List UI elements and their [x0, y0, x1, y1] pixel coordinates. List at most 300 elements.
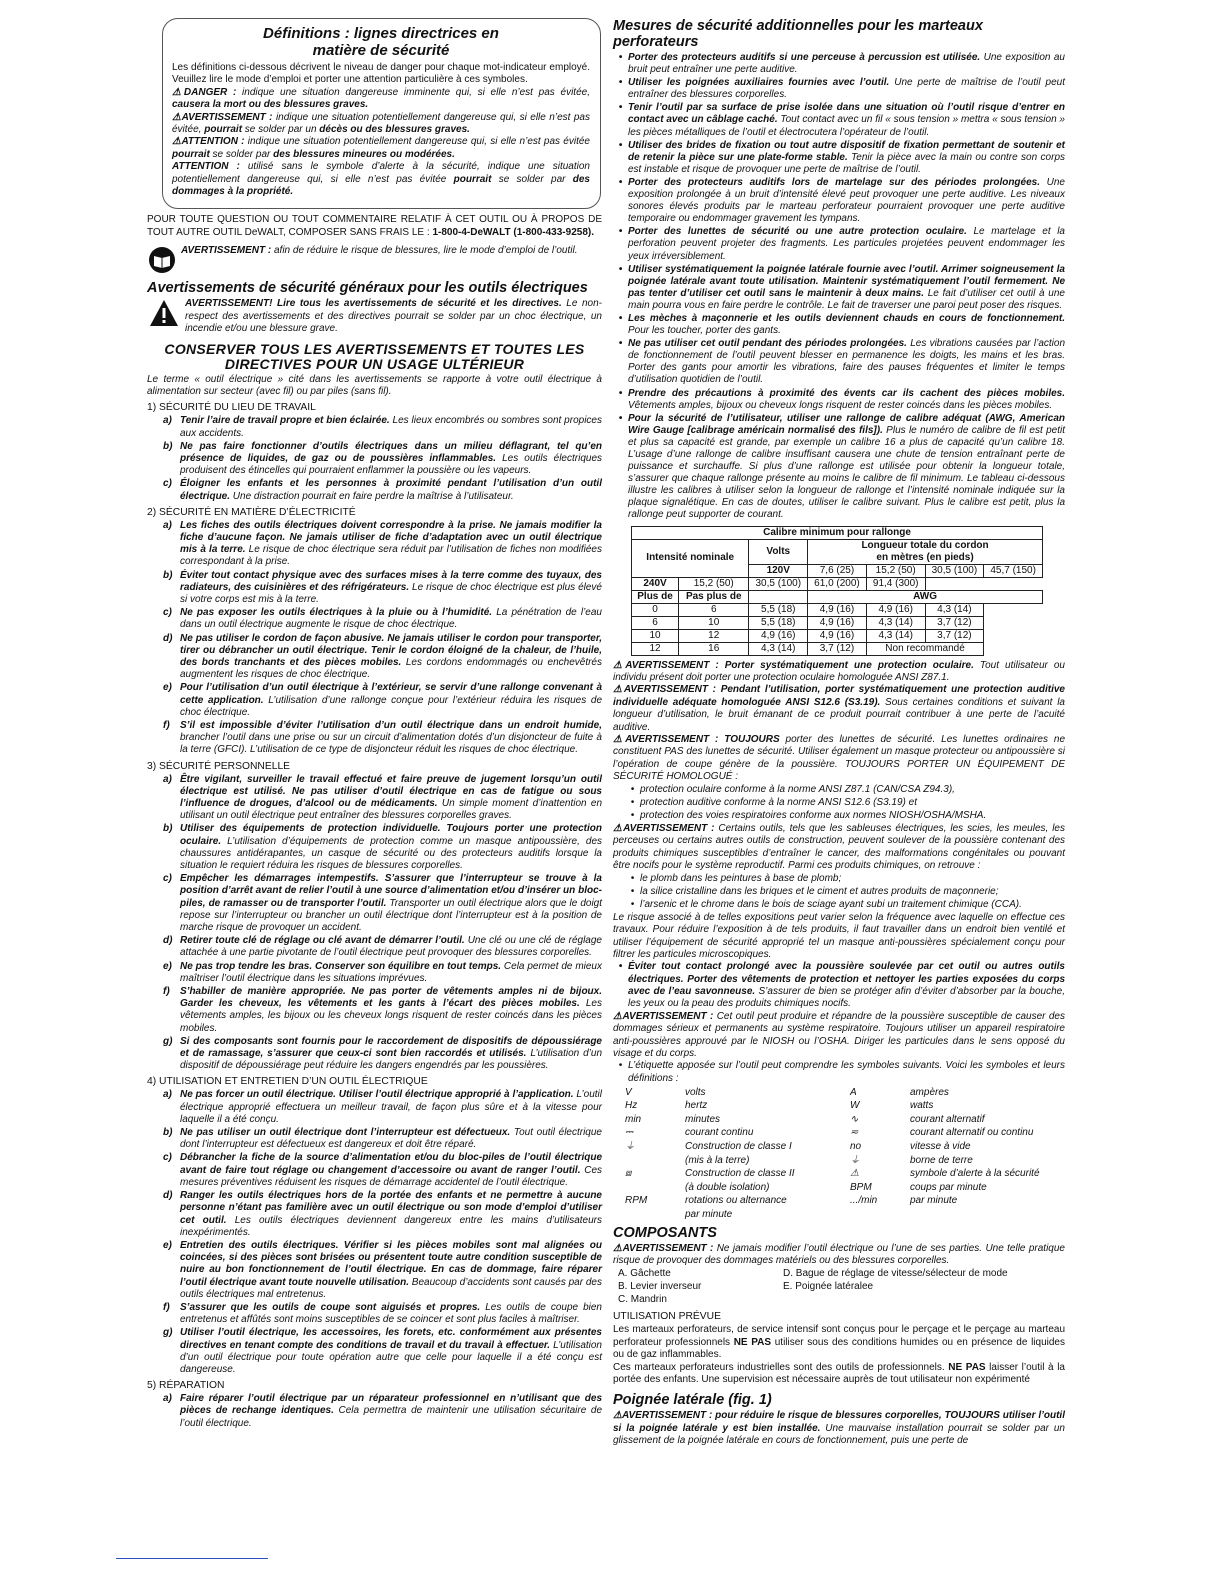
- item-text: [180, 1327, 602, 1376]
- bullet-desc: Pour les toucher, porter des gants.: [628, 325, 781, 337]
- item-desc: Cela permet de mieux maîtriser l’outil électrique dans les situations imprévues.: [180, 960, 602, 984]
- item-text: [180, 1127, 602, 1151]
- item-desc: Transporter un outil électrique alors que le doigt repose sur l’interrupteur ou brancher un outil électrique dont l’interrupteur est à la position de marche risque de provoquer un accident.: [180, 897, 603, 934]
- item-bold: Si des composants sont fournis pour le raccordement de dispositifs de dépoussiérage et de ramassage, s’assurer que ceux-ci sont bien raccordés et utilisés.: [180, 1035, 602, 1060]
- warning-triangle-icon: [147, 298, 181, 328]
- bullet-text: [628, 313, 1065, 337]
- table-row-240v: 240V 15,2 (50) 30,5 (100) 61,0 (200) 91,4 (300): [632, 577, 1043, 590]
- manual-warning: [147, 245, 602, 275]
- item-bold: Faire réparer l’outil électrique par un réparateur professionnel en n’utilisant que des pièces de rechange identiques.: [180, 1393, 602, 1417]
- bullet-bold: Ne pas utiliser cet outil pendant des périodes prolongées.: [628, 338, 907, 350]
- item-letter: d): [163, 935, 173, 947]
- section-item: [163, 1393, 602, 1430]
- symbol-entry: [850, 1167, 1065, 1181]
- section-title: 4) UTILISATION ET ENTRETIEN D’UN OUTIL ÉLECTRIQUE: [147, 1076, 428, 1088]
- length-cell: 30,5 (100): [749, 577, 808, 590]
- item-letter: e): [163, 960, 172, 972]
- awg-cell: 4,3 (14): [866, 616, 925, 629]
- hammer-bullet: [613, 388, 1065, 412]
- symbol-entry: [625, 1154, 840, 1168]
- symbol: ∿: [850, 1113, 859, 1125]
- item-letter: a): [163, 773, 172, 785]
- list-text: l’arsenic et le chrome dans le bois de sciage ayant subi un traitement chimique (CCA).: [640, 898, 1022, 910]
- symbol-entry: [850, 1140, 1065, 1154]
- list-item: [613, 797, 1065, 809]
- item-letter: b): [163, 569, 173, 581]
- symbol: W: [850, 1100, 860, 1112]
- section-item: [163, 986, 602, 1035]
- amps-from: 10: [632, 629, 679, 642]
- bullet-dot: •: [618, 102, 623, 114]
- awg-cell: 4,3 (14): [749, 642, 808, 655]
- item-bold: Éloigner les enfants et les personnes à proximité pendant l’utilisation d’un outil électrique.: [180, 478, 602, 502]
- safety-sections: [147, 402, 602, 1429]
- item-letter: d): [163, 632, 173, 644]
- item-desc: Les vêtements amples, les bijoux ou les cheveux longs risquent de rester coincés dans les pièces mobiles.: [180, 998, 602, 1034]
- hammer-bullet: [613, 338, 1065, 386]
- item-text: [180, 570, 602, 607]
- bullet-text: [628, 264, 1065, 312]
- symbol: A: [850, 1086, 857, 1098]
- item-text: [180, 873, 602, 934]
- item-letter: f): [163, 1301, 170, 1313]
- symbol-entry: [625, 1194, 840, 1208]
- components-title: COMPOSANTS: [613, 1224, 717, 1241]
- alert-icon: ⚠: [613, 822, 624, 834]
- bullet-text: [628, 102, 1065, 138]
- symbol: min: [625, 1113, 642, 1125]
- item-desc: L’outil électrique approprié effectuera un meilleur travail, de façon plus sûre et à la vitesse pour laquelle il a été conçu.: [180, 1089, 602, 1125]
- footer-line: [116, 1558, 268, 1559]
- symbol: BPM: [850, 1181, 872, 1193]
- bullet-dot: •: [618, 226, 623, 238]
- list-text: le plomb dans les peintures à base de plomb;: [640, 872, 842, 884]
- hammer-bullet: [613, 264, 1065, 312]
- section-title: 2) SÉCURITÉ EN MATIÈRE D’ÉLECTRICITÉ: [147, 506, 356, 518]
- symbol-entry: [850, 1126, 1065, 1140]
- amps-from: 0: [632, 603, 679, 616]
- symbol-definition: courant alternatif: [910, 1113, 985, 1125]
- definitions-title: Définitions : lignes directrices en matière de sécurité: [263, 25, 499, 59]
- manual-warning-text: AVERTISSEMENT : afin de réduire le risque de blessures, lire le mode d’emploi de l’outil.: [181, 245, 578, 257]
- intended-use-title: UTILISATION PRÉVUE: [613, 1311, 721, 1323]
- item-desc: Une clé ou une clé de réglage attachée à une partie pivotante de l’outil électrique peut provoquer des blessures corporelles.: [180, 935, 602, 959]
- item-desc: Une distraction pourrait en faire perdre la maîtrise à l’utilisateur.: [230, 490, 514, 502]
- item-letter: a): [163, 1393, 172, 1405]
- awg-cell: 4,9 (16): [808, 629, 867, 642]
- symbol-definition: borne de terre: [910, 1154, 973, 1166]
- list-text: la silice cristalline dans les briques et le ciment et autres produits de maçonnerie;: [640, 885, 999, 897]
- symbol-entry: [625, 1099, 840, 1113]
- intended-use-p2: Ces marteaux perforateurs industrielles sont des outils de professionnels. NE PAS laisser l’outil à la portée des enfants. Une supervision est nécessaire auprès de tout utilisateur non expérimenté: [613, 1361, 1065, 1385]
- hammer-bullet: [613, 177, 1065, 225]
- item-desc: La pénétration de l’eau dans un outil électrique augmente le risque de choc électrique.: [180, 607, 602, 631]
- item-letter: c): [163, 478, 172, 490]
- right-column: [613, 18, 1065, 1448]
- awg-row: [632, 603, 1043, 616]
- section-item: [163, 1327, 602, 1376]
- item-bold: Pour l’utilisation d’un outil électrique à l’extérieur, se servir d’une rallonge convenant à cette application.: [180, 682, 602, 706]
- bullet-text: [628, 226, 1065, 262]
- symbol-entry: [850, 1154, 1065, 1168]
- def-attention-property: ATTENTION : utilisé sans le symbole d’alerte à la sécurité, indique une situation potentiellement dangereuse qui, si elle n’est pas évitée pourrait se solder par des dommages à la propriété.: [172, 161, 590, 198]
- section-item: [163, 441, 602, 478]
- item-letter: f): [163, 719, 170, 731]
- item-desc: Tout outil électrique dont l’interrupteur est défectueux est dangereux et doit être réparé.: [180, 1127, 602, 1151]
- amps-to: 6: [679, 603, 749, 616]
- bullet-desc: Une perte de maîtrise de l’outil peut entraîner des blessures corporelles.: [628, 77, 1065, 101]
- section-item: [163, 823, 602, 872]
- item-bold: Les fiches des outils électriques doivent correspondre à la prise. Ne jamais modifier la fiche d’aucune façon. Ne jamais utiliser de fiche d’adaptation avec un outil électrique mis à la terre.: [180, 519, 602, 556]
- bullet-text: [628, 140, 1065, 176]
- item-bold: Ne pas faire fonctionner d’outils électriques dans un milieu déflagrant, tel qu’en présence de liquides, de gaz ou de poussières inflammables.: [180, 440, 602, 464]
- bullet-dot: •: [618, 139, 623, 151]
- component-c: C. Mandrin: [618, 1294, 667, 1306]
- component-b: B. Levier inverseur: [618, 1281, 702, 1293]
- bullet-dot: •: [630, 783, 635, 795]
- item-desc: Les lieux encombrés ou sombres sont propices aux accidents.: [180, 415, 602, 439]
- item-desc: Cela permettra de maintenir une utilisation sécuritaire de l’outil électrique.: [180, 1405, 603, 1429]
- length-cell: 30,5 (100): [925, 564, 984, 577]
- bullet-text: [628, 77, 1065, 101]
- protection-warning: [613, 660, 1065, 685]
- item-text: [180, 682, 602, 719]
- section-items: [147, 520, 602, 757]
- power-tool-term: Le terme « outil électrique » cité dans les avertissements se rapporte à votre outil électrique à alimentation sur secteur (avec fil) ou par piles (sans fil).: [147, 373, 602, 397]
- symbol-definition: Construction de classe II: [685, 1168, 795, 1180]
- symbol-entry: [625, 1208, 840, 1222]
- table-awg: AWG: [808, 590, 1043, 603]
- bullet-text: [628, 52, 1065, 76]
- alert-icon: ⚠: [172, 136, 182, 148]
- symbol-entry: [850, 1208, 1065, 1222]
- list-text: protection auditive conforme à la norme ANSI S12.6 (S3.19) et: [640, 796, 917, 808]
- bullet-bold: Les mèches à maçonnerie et les outils deviennent chauds en cours de fonctionnement.: [628, 312, 1065, 324]
- item-bold: Ne pas utiliser le cordon de façon abusive. Ne jamais utiliser le cordon pour transporter, tirer ou débrancher un outil électrique. Tenir le cordon éloigné de la chaleur, de l’huile, des bords tranchants et des pièces mobiles.: [180, 632, 602, 668]
- item-text: [180, 1302, 602, 1326]
- bullet-dot: •: [618, 77, 623, 89]
- bullet-dot: •: [618, 387, 623, 399]
- bullet-dot: •: [618, 176, 623, 188]
- table-volts: Volts: [749, 539, 808, 564]
- item-desc: Le risque de choc électrique sera réduit par l’utilisation de fiches non modifiées correspondant à la prise.: [180, 544, 602, 568]
- bullet-bold: Tenir l’outil par sa surface de prise isolée dans une situation où l’outil risque d’entrer en contact avec un câblage caché.: [628, 102, 1065, 126]
- length-cell: 91,4 (300): [866, 577, 925, 590]
- bullet-desc: Une exposition prolongée à un bruit d’intensité élevé peut provoquer une perte auditive. Les niveaux sonores élevés produits par le marteau perforateur pourraient provoquer une perte auditive temporaire ou endommager gravement les tympans.: [628, 176, 1065, 225]
- warning-text: Sous certaines conditions et suivant la longueur d’utilisation, le bruit émanant de ce produit pourrait contribuer à une perte de l’acuité auditive.: [613, 696, 1065, 733]
- table-row-120v: 120V 7,6 (25) 15,2 (50) 30,5 (100) 45,7 (150): [632, 564, 1043, 577]
- item-text: [180, 478, 602, 502]
- side-handle-warning: ⚠AVERTISSEMENT : pour réduire le risque de blessures corporelles, TOUJOURS utiliser l’outil si la poignée latérale y est bien installée. Une mauvaise installation pourrait se solder par un glissement de la poignée latérale en cours de fonctionnement, puis une perte de: [613, 1410, 1065, 1447]
- hammer-bullet: [613, 77, 1065, 101]
- item-letter: a): [163, 1089, 172, 1101]
- item-letter: a): [163, 519, 172, 531]
- item-text: [180, 1036, 602, 1073]
- symbol-entry: [625, 1181, 840, 1195]
- component-e: E. Poignée latéralee: [783, 1281, 874, 1293]
- symbol-definition: hertz: [685, 1100, 708, 1112]
- section-title: 1) SÉCURITÉ DU LIEU DE TRAVAIL: [147, 402, 316, 414]
- length-cell: 15,2 (50): [679, 577, 749, 590]
- list-item: [613, 810, 1065, 822]
- section-item: [163, 1152, 602, 1189]
- bullet-bold: Pour la sécurité de l’utilisateur, utiliser une rallonge de calibre adéquat (AWG, American Wire Gauge [calibrage américain normalisé des fils]).: [628, 412, 1065, 436]
- bullet-text: [628, 413, 1065, 522]
- amps-to: 12: [679, 629, 749, 642]
- item-text: [180, 1240, 602, 1301]
- section-item: [163, 1127, 602, 1151]
- bullet-desc: Les vibrations causées par l’action de fonctionnement de l’outil peuvent blesser en permanence les doigts, les mains et les bras. Porter des gants pour amortir les vibrations, faire des pauses fréquentes et limiter le temps d’utilisation quotidien de l’outil.: [628, 338, 1065, 386]
- section-item: [163, 935, 602, 959]
- symbol-definition: ampères: [910, 1086, 949, 1098]
- bullet-bold: Utiliser les poignées auxiliaires fournies avec l’outil.: [628, 77, 890, 89]
- symbol: ⏚: [850, 1154, 860, 1166]
- bullet-dot: •: [618, 52, 623, 63]
- bullet-dot: •: [630, 898, 635, 910]
- alert-icon: ⚠: [613, 1242, 623, 1254]
- warning-bold: AVERTISSEMENT : TOUJOURS: [625, 734, 780, 745]
- item-bold: Éviter tout contact physique avec des surfaces mises à la terre comme des tuyaux, des radiateurs, des cuisinières et des réfrigérateurs.: [180, 569, 602, 593]
- bullet-text: [628, 177, 1065, 225]
- item-desc: Les cordons endommagés ou enchevêtrés augmentent les risques de choc électrique.: [180, 656, 602, 681]
- symbol-entry: [850, 1099, 1065, 1113]
- item-bold: S’il est impossible d’éviter l’utilisation d’un outil électrique dans un endroit humide,: [180, 719, 602, 731]
- item-bold: Ne pas trop tendre les bras. Conserver son équilibre en tout temps.: [180, 960, 502, 972]
- bullet-desc: Le martelage et la perforation peuvent projeter des fragments. Les particules projetées peuvent endommager les yeux irréversiblement.: [628, 226, 1065, 262]
- item-bold: Utiliser des équipements de protection individuelle. Toujours porter une protection oculaire.: [180, 823, 602, 847]
- section-item: [163, 607, 602, 631]
- symbol-definition: symbole d’alerte à la sécurité: [910, 1168, 1040, 1180]
- symbol-definition: Construction de classe I: [685, 1141, 792, 1152]
- def-attention: ⚠ATTENTION : indique une situation potentiellement dangereuse qui, si elle n’est pas évitée pourrait se solder par des blessures mineures ou modérées.: [172, 136, 590, 160]
- symbol: ⚠: [850, 1168, 859, 1180]
- symbol: RPM: [625, 1195, 648, 1207]
- definitions-box: [162, 18, 601, 209]
- item-letter: b): [163, 440, 173, 452]
- hammer-bullet: [613, 140, 1065, 176]
- risk-text: Le risque associé à de telles expositions peut varier selon la fréquence avec laquelle on effectue ces travaux. Pour réduire l’exposition à de tels produits, il faut travailler dans un endroit bien ventilé et utiliser l’équipement de sécurité approprié tel un masque anti-poussières spécialement conçu pour filtrer les particules microscopiques.: [613, 911, 1065, 961]
- warning-text: porter des lunettes de sécurité. Les lunettes ordinaires ne constituent PAS des lunettes de sécurité. Utiliser également un masque protecteur ou antipoussière si l’opération de coupe génère de la poussière. TOUJOURS PORTER UN ÉQUIPEMENT DE SÉCURITÉ HOMOLOGUÉ :: [613, 734, 1066, 783]
- symbol-definition: volts: [685, 1086, 706, 1098]
- bullet-bold: Porter des protecteurs auditifs lors de martelage sur des périodes prolongées.: [628, 176, 1041, 188]
- item-letter: e): [163, 682, 172, 694]
- section-item: [163, 774, 602, 823]
- bullet-desc: Le fait d’utiliser cet outil à une main pourra vous en faire perdre le contrôle. Le fait de traverser une paroi peut poser des risques.: [628, 287, 1065, 311]
- def-avertissement: ⚠AVERTISSEMENT : indique une situation potentiellement dangereuse qui, si elle n’est pas évitée, pourrait se solder par un décès ou des blessures graves.: [172, 111, 590, 136]
- symbol: ⧈: [625, 1168, 632, 1180]
- item-text: [180, 633, 602, 682]
- bullet-bold: Prendre des précautions à proximité des évents car ils cachent des pièces mobiles.: [628, 387, 1065, 399]
- awg-cell: 3,7 (12): [925, 629, 984, 642]
- item-text: [180, 823, 602, 872]
- item-letter: f): [163, 986, 170, 998]
- label-symbols-intro: • L’étiquette apposée sur l’outil peut comprendre les symboles suivants. Voici les symboles et leurs définitions :: [618, 1060, 1065, 1084]
- item-text: [180, 1190, 602, 1239]
- bullet-desc: Tout contact avec un fil « sous tension » mettra « sous tension » les pièces métalliques de l’outil et électrocutera l’opérateur de l’outil.: [628, 114, 1065, 138]
- item-letter: b): [163, 823, 173, 835]
- awg-cell: Non recommandé: [866, 642, 983, 655]
- item-bold: S’assurer que les outils de coupe sont aiguisés et propres.: [180, 1301, 481, 1313]
- chemical-list: [613, 873, 1065, 911]
- alert-icon: ⚠: [613, 1010, 623, 1022]
- alert-icon: ⚠: [613, 684, 624, 696]
- avoid-contact: • Éviter tout contact prolongé avec la poussière soulevée par cet outil ou autres outils électriques. Porter des vêtements de protection et nettoyer les parties exposées du corps avec de l’eau savonneuse. S’assurer de bien se protéger afin d’éviter d’absorber par la bouche, les yeux ou la peau des produits chimiques nocifs.: [618, 961, 1065, 1009]
- equipment-list: [613, 784, 1065, 822]
- item-bold: Être vigilant, surveiller le travail effectué et faire preuve de jugement lorsqu’un outil électrique est utilisé. Ne pas utiliser d’outil électrique en cas de fatigue ou sous l’influence de drogues, d’alcool ou de médicaments.: [180, 773, 602, 809]
- section-item: [163, 1089, 602, 1126]
- alert-icon: ⚠: [613, 659, 626, 671]
- table-length: Longueur totale du cordon en mètres (en pieds): [808, 539, 1043, 564]
- general-warning: [147, 298, 602, 335]
- item-desc: L’utilisation d’un dispositif de dépoussiérage peut réduire les dangers engendrés par les poussières.: [180, 1048, 603, 1072]
- section-item: [163, 570, 602, 607]
- extension-cord-table: [631, 526, 1043, 656]
- symbol-definition: coups par minute: [910, 1181, 987, 1193]
- read-manual-icon: [147, 245, 177, 275]
- list-item: [613, 886, 1065, 898]
- list-text: protection oculaire conforme à la norme ANSI Z87.1 (CAN/CSA Z94.3),: [640, 783, 955, 795]
- section-item: [163, 415, 602, 439]
- item-text: [180, 520, 602, 569]
- symbol: V: [625, 1086, 632, 1098]
- section-item: [163, 1190, 602, 1239]
- item-desc: Les outils de coupe bien entretenus et affûtés sont moins susceptibles de se coincer et sont plus faciles à maîtriser.: [180, 1301, 602, 1326]
- bullet-dot: •: [630, 809, 635, 821]
- symbol-definition: par minute: [685, 1208, 733, 1220]
- bullet-dot: •: [630, 885, 635, 897]
- item-text: [180, 986, 602, 1035]
- table-more: Plus de: [632, 590, 679, 603]
- list-item: [613, 784, 1065, 796]
- item-letter: b): [163, 1127, 173, 1139]
- length-cell: 61,0 (200): [808, 577, 867, 590]
- item-text: [180, 1393, 602, 1430]
- item-desc: L’utilisation d’un outil électrique pour toute opération autre que celle pour laquelle il a été conçu est dangereuse.: [180, 1339, 602, 1375]
- symbol-entry: [625, 1113, 840, 1127]
- symbol: no: [850, 1141, 862, 1152]
- bullet-dot: •: [618, 338, 623, 350]
- protection-warning: [613, 684, 1065, 734]
- item-bold: Ne pas forcer un outil électrique. Utiliser l’outil électrique approprié à l’application.: [180, 1089, 574, 1101]
- item-text: [180, 415, 602, 439]
- item-text: [180, 961, 602, 985]
- warning-text: Tout utilisateur ou individu présent doit porter une protection oculaire homologuée ANSI Z87.1.: [613, 659, 1065, 683]
- contact-info: POUR TOUTE QUESTION OU TOUT COMMENTAIRE RELATIF À CET OUTIL OU À PROPOS DE TOUT AUTRE OUTIL DeWALT, COMPOSER SANS FRAIS LE : 1-800-4-DeWALT (1-800-433-9258).: [147, 214, 602, 238]
- item-text: [180, 1089, 602, 1126]
- left-column: [147, 18, 602, 1431]
- awg-cell: 4,9 (16): [749, 629, 808, 642]
- components-warning: ⚠AVERTISSEMENT : Ne jamais modifier l’outil électrique ou l’une de ses parties. Une telle pratique risque de provoquer des dommages matériels ou des blessures corporelles.: [613, 1242, 1065, 1266]
- protection-warning: [613, 734, 1065, 784]
- symbol-definition: minutes: [685, 1113, 721, 1125]
- section-item: [163, 478, 602, 502]
- alert-icon: ⚠: [613, 734, 626, 745]
- item-text: [180, 774, 602, 823]
- bullet-dot: •: [618, 263, 623, 275]
- component-d: D. Bague de réglage de vitesse/sélecteur de mode: [783, 1268, 1008, 1280]
- item-bold: Empêcher les démarrages intempestifs. S’assurer que l’interrupteur se trouve à la position d’arrêt avant de relier l’outil à une source d’alimentation et/ou d’insérer un bloc-piles, de ramasser ou de transporter l’outil.: [180, 873, 602, 909]
- item-desc: Les outils électriques deviennent dangereux entre les mains d’utilisateurs inexpérimentés.: [180, 1214, 602, 1238]
- section-item: [163, 633, 602, 682]
- hammer-title: Mesures de sécurité additionnelles pour les marteaux perforateurs: [613, 18, 983, 50]
- symbol-entry: [625, 1167, 840, 1181]
- list-text: protection des voies respiratoires conforme aux normes NIOSH/OSHA/MSHA.: [640, 809, 987, 821]
- table-rating: Intensité nominale: [632, 539, 749, 577]
- item-text: [180, 441, 602, 478]
- item-bold: Ne pas utiliser un outil électrique dont l’interrupteur est défectueux.: [180, 1127, 511, 1139]
- symbol-definition: courant continu: [685, 1127, 754, 1139]
- awg-cell: 5,5 (18): [749, 616, 808, 629]
- section-item: [163, 873, 602, 934]
- awg-cell: 4,9 (16): [866, 603, 925, 616]
- item-letter: e): [163, 1239, 172, 1251]
- item-desc: L’utilisation d’une rallonge conçue pour l’extérieur réduira les risques de choc électrique.: [180, 694, 603, 718]
- bullet-dot: •: [630, 872, 635, 884]
- def-danger: ⚠DANGER : indique une situation dangereuse imminente qui, si elle n’est pas évitée, causera la mort ou des blessures graves.: [172, 86, 590, 111]
- item-letter: c): [163, 1152, 172, 1164]
- awg-cell: 4,3 (14): [866, 629, 925, 642]
- symbol-entry: [850, 1194, 1065, 1208]
- item-desc: L’utilisation d’équipements de protection comme un masque antipoussière, des chaussures antidérapantes, un casque de sécurité ou des protecteurs auditifs lorsque la situation le requiert réduira les risques de blessures corporelles.: [180, 835, 602, 872]
- item-text: [180, 935, 602, 959]
- item-letter: g): [163, 1327, 173, 1339]
- section-item: [163, 682, 602, 719]
- awg-row: [632, 629, 1043, 642]
- section-item: [163, 961, 602, 985]
- section-item: [163, 1240, 602, 1301]
- symbol-entry: [625, 1086, 840, 1100]
- hammer-bullets: [613, 52, 1065, 522]
- item-bold: Ne pas exposer les outils électriques à la pluie ou à l’humidité.: [180, 607, 493, 619]
- awg-cell: 4,9 (16): [808, 603, 867, 616]
- bullet-text: [628, 388, 1065, 412]
- item-letter: d): [163, 1190, 173, 1202]
- section-items: [147, 1089, 602, 1376]
- intended-use-p1: Les marteaux perforateurs, de service intensif sont conçus pour le perçage et le perçage au marteau perforateur professionnels NE PAS utiliser sous des conditions humides ou en présence de liquides ou de gaz inflammables.: [613, 1324, 1065, 1361]
- bullet-text: [628, 338, 1065, 386]
- amps-from: 12: [632, 642, 679, 655]
- symbol: ⎓: [625, 1127, 633, 1139]
- chemical-warning: ⚠AVERTISSEMENT : Certains outils, tels que les sableuses électriques, les scies, les meules, les perceuses ou certains autres outils de construction, peuvent soulever de la poussière contenant des produits chimiques susceptibles d’entraîner le cancer, des malformations congénitales ou pouvant être nocifs pour le système reproductif. Parmi ces produits chimiques, on retrouve :: [613, 822, 1065, 872]
- item-desc: Beaucoup d’accidents sont causés par des outils électriques mal entretenus.: [180, 1276, 602, 1300]
- bullet-bold: Porter des lunettes de sécurité ou une autre protection oculaire.: [628, 226, 967, 238]
- table-notmore: Pas plus de: [679, 590, 749, 603]
- item-desc: brancher l’outil dans une prise ou sur un circuit d’alimentation dotés d’un disjoncteur de fuite à la terre (GFCI). L’utilisation de ce type de disjoncteur réduit les risques de choc électrique.: [180, 732, 602, 756]
- bullet-desc: Plus le numéro de calibre de fil est petit et plus sa capacité est grande, par exemple un calibre 16 a plus de capacité qu’un calibre 18. L’usage d’une rallonge de calibre insuffisant causera une chute de tension entraînant perte de puissance et surchauffe. Si plus d’une rallonge est utilisée pour obtenir la longueur totale, s’assurer que chaque rallonge présente au moins le calibre de fil minimum. Le tableau ci-dessous illustre les calibres à utiliser selon la longueur de rallonge et l’intensité nominale indiquée sur la plaque signalétique. En cas de doutes, utiliser le calibre suivant. Plus le calibre est petit, plus la rallonge peut supporter de courant.: [628, 424, 1065, 521]
- section-item: [163, 1036, 602, 1073]
- symbol-entry: [625, 1126, 840, 1140]
- table-caption: Calibre minimum pour rallonge: [632, 526, 1043, 539]
- section-item: [163, 720, 602, 757]
- item-bold: Retirer toute clé de réglage ou clé avant de démarrer l’outil.: [180, 935, 465, 947]
- item-text: [180, 720, 602, 757]
- item-bold: Tenir l’aire de travail propre et bien éclairée.: [180, 415, 390, 427]
- protection-warnings: [613, 660, 1065, 784]
- keep-instructions-title: CONSERVER TOUS LES AVERTISSEMENTS ET TOUTES LES DIRECTIVES POUR UN USAGE ULTÉRIEUR: [164, 340, 585, 372]
- item-desc: Ces mesures préventives réduisent les risques de démarrage accidentel de l’outil électrique.: [180, 1164, 603, 1188]
- bullet-desc: Vêtements amples, bijoux ou cheveux longs risquent de rester coincés dans les pièces mobiles.: [628, 399, 1053, 411]
- bullet-bold: Utiliser systématiquement la poignée latérale fournie avec l’outil. Arrimer soigneusement la poignée latérale avant toute utilisation. Maintenir systématiquement l’outil fermement. Ne pas tenter d’utiliser cet outil sans le maintenir à deux mains.: [628, 263, 1065, 299]
- length-cell: 45,7 (150): [984, 564, 1043, 577]
- alert-icon: ⚠: [172, 111, 182, 123]
- awg-cell: 4,3 (14): [925, 603, 984, 616]
- hammer-bullet: [613, 102, 1065, 138]
- symbol-entry: [850, 1086, 1065, 1100]
- item-bold: Débrancher la fiche de la source d’alimentation et/ou du bloc-piles de l’outil électrique avant de faire tout réglage ou changement d’accessoire ou avant de ranger l’outil.: [180, 1152, 602, 1176]
- item-bold: Entretien des outils électriques. Vérifier si les pièces mobiles sont mal alignées ou coincées, si des pièces sont brisées ou présentent toute autre condition susceptible de nuire au bon fonctionnement de l’outil électrique. En cas de dommage, faire réparer l’outil électrique avant toute nouvelle utilisation.: [180, 1239, 602, 1288]
- bullet-dot: •: [630, 796, 635, 808]
- warning-bold: AVERTISSEMENT : Porter systématiquement une protection oculaire.: [625, 659, 974, 671]
